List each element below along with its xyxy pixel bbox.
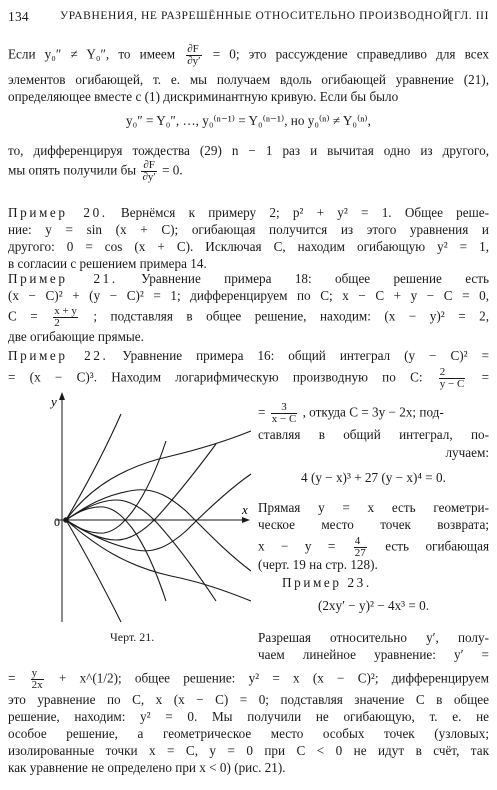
- text-line: Разрешая относительно y′, полу-: [258, 630, 489, 645]
- text-line: изолированные точки x = C, y = 0 при C < 0 не идут в счёт, так: [8, 743, 489, 758]
- fraction: $\frac{\partial F}{\partial y'}$: [187, 44, 201, 67]
- text-line: элементов огибающей, т. е. мы получаем вдоль огибающей уравнение (21),: [8, 72, 489, 87]
- fraction: $\frac{3}{x - C}$: [271, 402, 297, 425]
- example-title: Пример 20.: [8, 205, 108, 220]
- text-line: решение, находим: y² = 0. Мы получили не огибающую, т. е. не: [8, 709, 489, 724]
- text-line: как уравнение не определено при x < 0) (рис. 21).: [8, 760, 286, 775]
- figure-21: [6, 386, 256, 626]
- fraction: $\frac{y}{2x}$: [31, 668, 43, 691]
- text-line: другого: 0 = cos (x + C). Исключая C, находим огибающую y² = 1,: [8, 239, 489, 254]
- text-line: две огибающие прямые.: [8, 329, 144, 344]
- x-axis-arrow: [242, 517, 250, 523]
- fraction: $\frac{4}{27}$: [354, 536, 366, 559]
- running-title: УРАВНЕНИЯ, НЕ РАЗРЕШЁННЫЕ ОТНОСИТЕЛЬНО ПРОИЗВОДНОЙ: [60, 10, 452, 22]
- text-line: в согласии с решением примера 14.: [8, 256, 207, 271]
- text-line: ние: y = sin (x + C); огибающая получится из этого уравнения и: [8, 222, 489, 237]
- formula-line: y₀″ = Y₀″, …, y₀⁽ⁿ⁻¹⁾ = Y₀⁽ⁿ⁻¹⁾, но y₀⁽ⁿ⁾ ≠ Y₀⁽ⁿ⁾,: [126, 113, 371, 128]
- fraction: $\frac{x + y}{2}$: [54, 306, 77, 329]
- text-line: лучаем:: [445, 445, 489, 460]
- running-header: [8, 9, 489, 27]
- text-line: особое решение, а геометрическое место особых точек (узловых;: [8, 726, 489, 741]
- origin-label: 0: [54, 515, 60, 529]
- text-line: чаем линейное уравнение: y′ =: [258, 647, 489, 662]
- formula-line: (2xy′ − y)² − 4x³ = 0.: [317, 598, 430, 613]
- text-line: это уравнение по C, x (x − C) = 0; подставляя значение C в общее: [8, 692, 489, 707]
- text-line: то, дифференцируя тождества (29) n − 1 раз и вычитая одно из другого,: [8, 143, 489, 158]
- chapter-ref: [ГЛ. III: [449, 10, 489, 22]
- axis-x-label: x: [242, 502, 248, 517]
- example-22-line: Пример 22. Уравнение примера 16: общий интеграл (y − C)² =: [8, 348, 489, 363]
- curve-family: [66, 414, 251, 622]
- y-axis-arrow: [59, 392, 65, 400]
- example-21-line: Пример 21. Уравнение примера 18: общее решение есть: [8, 271, 489, 286]
- example-title: Пример 22.: [8, 348, 109, 363]
- text-line: ставляя в общий интеграл, по-: [258, 427, 489, 442]
- fraction: $\frac{\partial F}{\partial y'}$: [142, 160, 156, 183]
- text-line: = (x − C)³. Находим логарифмическую производную по C: $\frac{2}{y - C}$ =: [8, 367, 489, 390]
- text-line: Прямая y = x есть геометри-: [258, 500, 489, 515]
- text-line: Если y₀″ ≠ Y₀″, то имеем $\frac{\partial F}{\partial y'}$ = 0; это рассуждение справедливо для всех: [8, 44, 489, 67]
- text-line: (x − C)² + (y − C)² = 1; дифференцируем по C; x − C + y − C = 0,: [8, 288, 489, 303]
- text-line: мы опять получили бы $\frac{\partial F}{\partial y'}$ = 0.: [8, 160, 183, 183]
- page-number: 134: [8, 9, 29, 24]
- formula-line: 4 (y − x)³ + 27 (y − x)⁴ = 0.: [301, 470, 446, 485]
- text-line: C = $\frac{x + y}{2}$ ; подставляя в общее решение, находим: (x − y)² = 2,: [8, 306, 489, 329]
- example-title: Пример 23.: [282, 575, 372, 590]
- example-20-line: Пример 20. Вернёмся к примеру 2; p² + y² = 1. Общее реше-: [8, 205, 489, 220]
- text-line: = $\frac{3}{x - C}$ , откуда C = 3y − 2x; под-: [258, 402, 444, 425]
- figure-caption: Черт. 21.: [110, 630, 155, 644]
- text-line: x − y = $\frac{4}{27}$ есть огибающая: [258, 536, 489, 559]
- text-line: определяющее вместе с (1) дискриминантную кривую. Если бы было: [8, 89, 399, 104]
- text-line: (черт. 19 на стр. 128).: [258, 557, 378, 572]
- axis-y-label: y: [51, 394, 57, 409]
- text-line: ческое место точек возврата;: [258, 517, 489, 532]
- fraction: $\frac{2}{y - C}$: [439, 367, 465, 390]
- example-title: Пример 21.: [8, 271, 118, 286]
- text-line: = $\frac{y}{2x}$ + x^(1/2); общее решение: y² = x (x − C)²; дифференцируем: [8, 668, 489, 691]
